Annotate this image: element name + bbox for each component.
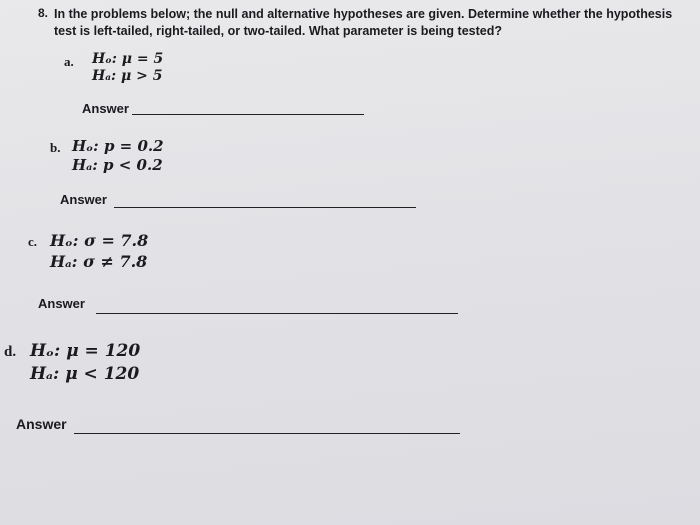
problem-c-label: c. (28, 234, 38, 249)
problem-d-label: d. (4, 344, 17, 360)
problem-a-null-hypothesis: Hₒ: μ = 5 (92, 51, 164, 67)
problem-a-label: a. (64, 54, 74, 69)
problem-c-answer-line[interactable] (96, 313, 458, 314)
problem-b-null-hypothesis: Hₒ: p = 0.2 (72, 137, 164, 155)
problem-a-answer-line[interactable] (132, 114, 364, 115)
problem-a-answer-label: Answer (82, 101, 129, 116)
problem-c-alternative-hypothesis: Hₐ: σ ≠ 7.8 (50, 252, 148, 271)
problem-a-alternative-hypothesis: Hₐ: μ > 5 (92, 68, 163, 84)
problem-b-answer-label: Answer (60, 192, 107, 207)
question-number: 8. (38, 6, 49, 20)
problem-c-null-hypothesis: Hₒ: σ = 7.8 (50, 231, 149, 250)
problem-b-alternative-hypothesis: Hₐ: p < 0.2 (72, 156, 163, 174)
problem-c-answer-label: Answer (38, 296, 85, 311)
problem-b-label: b. (50, 140, 61, 155)
problem-b-answer-line[interactable] (114, 207, 416, 208)
problem-d-null-hypothesis: Hₒ: μ = 120 (30, 341, 141, 361)
question-prompt: In the problems below; the null and alternative hypotheses are given. Determine whether the hypothesis test is left-tailed, right-tailed, or two-tailed. What parameter is being tested? (54, 7, 673, 38)
problem-d-answer-label: Answer (16, 416, 67, 432)
problem-d-answer-line[interactable] (74, 433, 460, 434)
problem-d-alternative-hypothesis: Hₐ: μ < 120 (30, 364, 140, 384)
